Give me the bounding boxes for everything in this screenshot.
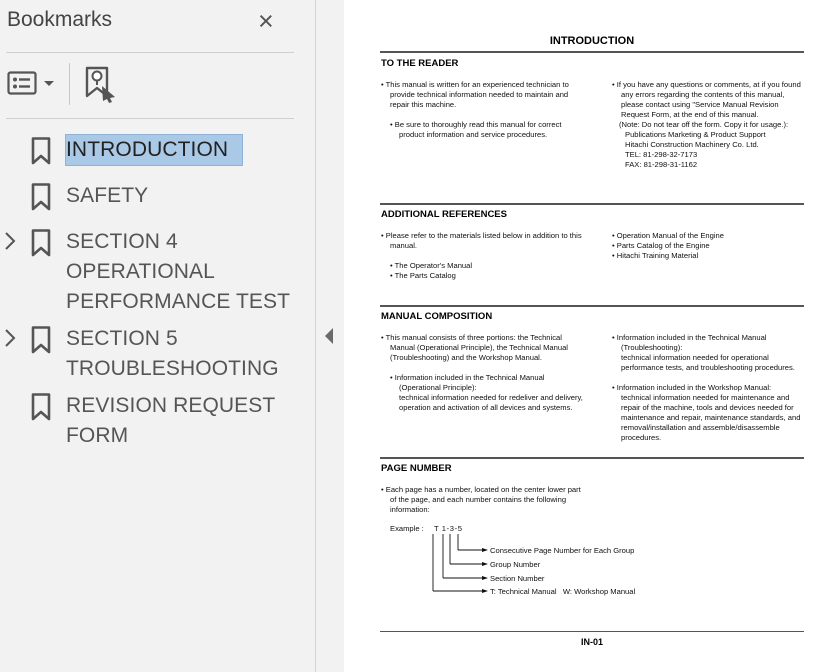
chevron-down-icon bbox=[44, 81, 54, 86]
example-label: Example : bbox=[390, 524, 424, 533]
bookmark-options-button[interactable] bbox=[7, 70, 57, 103]
bookmark-label: REVISION REQUEST FORM bbox=[66, 394, 276, 447]
references-left-column: • Please refer to the materials listed below in addition to this manual. • The Operator's Manual • The Parts Catalog bbox=[381, 231, 582, 280]
page-title: INTRODUCTION bbox=[549, 35, 635, 47]
bookmark-icon bbox=[31, 326, 51, 354]
bookmark-icon bbox=[31, 183, 51, 211]
bookmark-introduction[interactable] bbox=[0, 135, 315, 167]
divider bbox=[6, 118, 294, 119]
callout-group: Group Number bbox=[490, 560, 541, 569]
bookmark-icon bbox=[31, 137, 51, 165]
bookmark-safety[interactable] bbox=[0, 181, 315, 213]
divider bbox=[6, 52, 294, 53]
triangle-left-icon bbox=[323, 326, 335, 346]
bookmark-label: SECTION 4 OPERATIONAL PERFORMANCE TEST bbox=[66, 230, 291, 313]
bookmarks-panel bbox=[0, 0, 315, 672]
section-heading: PAGE NUMBER bbox=[381, 463, 452, 474]
bookmark-label: SAFETY bbox=[66, 184, 149, 207]
reader-right-column: • If you have any questions or comments, at if you found any errors regarding the contents of this manual, please contact using "Service Manual Revision Request Form, at the end of this manual. (Note: Do not tear off the form. Copy it for usage.): Publications Marketing & Product Support Hitachi Construction Machinery Co. Ltd. TEL: 81-298-32-7173 FAX: 81-298-31-1162 bbox=[612, 80, 801, 169]
bookmark-label: INTRODUCTION bbox=[65, 134, 243, 166]
composition-right-column: • Information included in the Technical Manual (Troubleshooting): technical information needed for operational performance tests, and troubleshooting procedures. • Information included in the Workshop Manual: technical information needed for maintenance and repair of the machine, tools and devices needed for maintenance and repair, maintenance standards, and removal/installation and assemble/disassemble procedures. bbox=[612, 333, 801, 442]
section-heading: ADDITIONAL REFERENCES bbox=[381, 209, 507, 220]
references-right-column: • Operation Manual of the Engine • Parts Catalog of the Engine • Hitachi Training Material bbox=[612, 231, 724, 260]
page-number-text: • Each page has a number, located on the center lower part of the page, and each number contains the following information: bbox=[381, 485, 581, 514]
section-rule bbox=[380, 457, 804, 459]
bookmark-search-icon bbox=[84, 66, 120, 104]
callout-page: Consecutive Page Number for Each Group bbox=[490, 546, 635, 555]
page-number: IN-01 bbox=[580, 637, 603, 647]
chevron-right-icon[interactable] bbox=[4, 230, 16, 252]
panel-title: Bookmarks bbox=[7, 8, 113, 31]
document-page bbox=[344, 0, 829, 672]
bookmark-section-5[interactable] bbox=[0, 324, 315, 386]
cursor-icon bbox=[102, 86, 115, 103]
reader-left-column: • This manual is written for an experienced technician to provide technical information needed to maintain and repair this machine. • Be sure to thoroughly read this manual for correct product information and service procedures. bbox=[381, 80, 569, 139]
page-number-diagram bbox=[344, 528, 829, 628]
bookmark-label: SECTION 5 TROUBLESHOOTING bbox=[66, 327, 279, 380]
section-heading: TO THE READER bbox=[381, 58, 459, 69]
close-icon[interactable]: × bbox=[258, 6, 274, 36]
bookmark-icon bbox=[31, 393, 51, 421]
title-rule bbox=[380, 51, 804, 53]
example-code: T 1-3-5 bbox=[434, 524, 463, 533]
bookmark-icon bbox=[31, 229, 51, 257]
chevron-right-icon[interactable] bbox=[4, 327, 16, 349]
find-current-bookmark-button[interactable] bbox=[84, 66, 120, 109]
callout-section: Section Number bbox=[490, 574, 545, 583]
section-rule bbox=[380, 305, 804, 307]
callout-manual: T: Technical Manual W: Workshop Manual bbox=[490, 587, 636, 596]
bookmark-revision-request-form[interactable] bbox=[0, 391, 315, 453]
composition-left-column: • This manual consists of three portions: the Technical Manual (Operational Principle), the Technical Manual (Troubleshooting) and the Workshop Manual. • Information included in the Technical Manual (Operational Principle): technical information needed for redeliver and delivery, operation and activation of all devices and systems. bbox=[381, 333, 583, 412]
toolbar-separator bbox=[69, 63, 70, 105]
bookmark-section-4[interactable] bbox=[0, 227, 315, 319]
collapse-panel-button[interactable] bbox=[323, 326, 335, 351]
list-options-icon bbox=[7, 70, 57, 98]
footer-rule bbox=[380, 631, 804, 632]
section-heading: MANUAL COMPOSITION bbox=[381, 311, 493, 322]
section-rule bbox=[380, 203, 804, 205]
